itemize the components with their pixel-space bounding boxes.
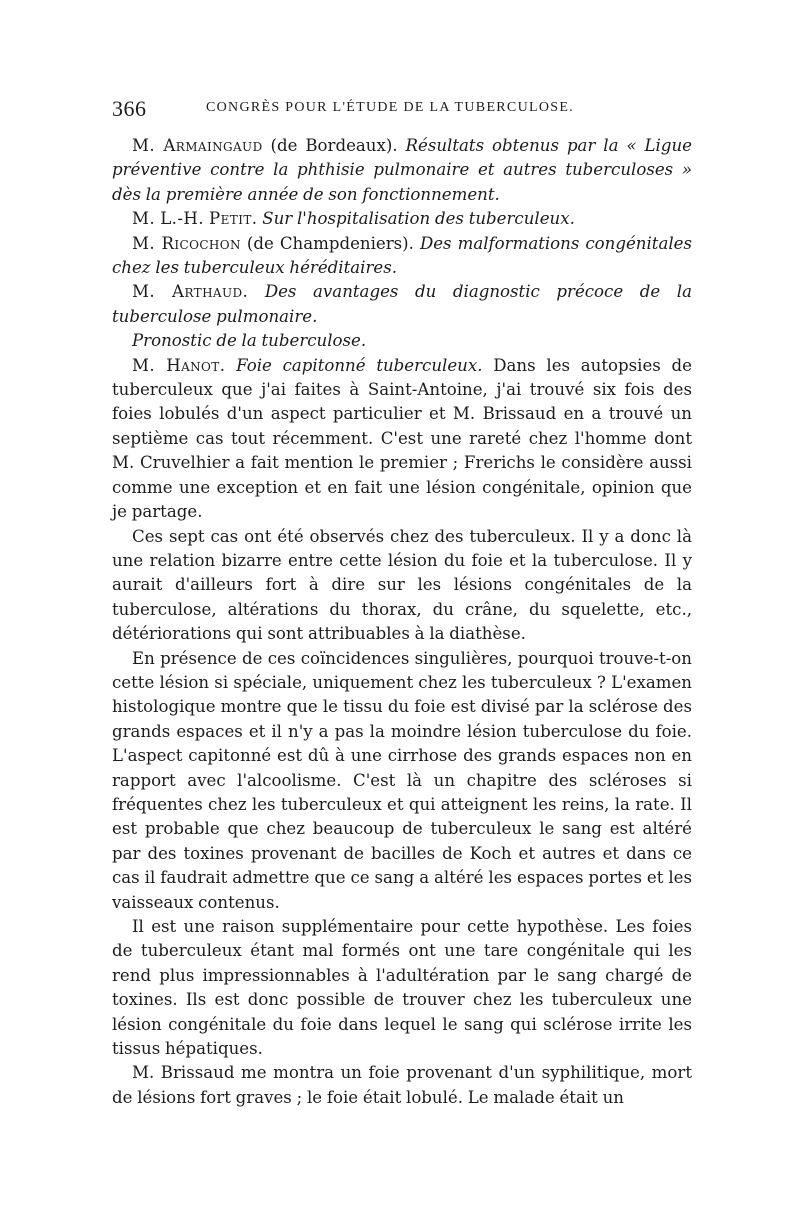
- paragraph-text: (de Bordeaux).: [262, 136, 406, 155]
- paragraph-author: M. Hanot.: [132, 355, 226, 375]
- paragraph-title: Sur l'hospitalisation des tuberculeux.: [262, 209, 575, 229]
- page-number: 366: [112, 96, 147, 121]
- paragraph: [112, 232, 692, 281]
- section-heading: [112, 329, 692, 353]
- paragraph: [112, 280, 692, 329]
- paragraph-text: [225, 356, 236, 375]
- paragraph-author: M. Arthaud.: [132, 282, 249, 302]
- paragraph: [112, 647, 692, 915]
- paragraph-text: M. Brissaud me montra un foie provenant d'un syphilitique, mort de lésions fort graves ; le foie était lobulé. Le malade était un: [112, 1063, 692, 1107]
- paragraph: [112, 134, 692, 207]
- paragraph-author: M. L.-H. Petit.: [132, 209, 258, 229]
- paragraph-author: M. Ricochon: [132, 233, 241, 253]
- paragraph: [112, 1061, 692, 1110]
- page-body: [112, 134, 692, 1110]
- paragraph-title: Foie capitonné tuberculeux.: [236, 355, 483, 375]
- paragraph: [112, 525, 692, 647]
- paragraph-text: En présence de ces coïncidences singulières, pourquoi trouve-t-on cette lésion si spéciale, uniquement chez les tuberculeux ? L'examen histologique montre que le tissu du foie est divisé par la sclérose des grands espaces et il n'y a pas la moindre lésion tuberculose du foie. L'aspect capitonné est dû à une cirrhose des grands espaces non en rapport avec l'alcoolisme. C'est là un chapitre des scléroses si fréquentes chez les tuberculeux et qui atteignent les reins, la rate. Il est probable que chez beaucoup de tuberculeux le sang est altéré par des toxines provenant de bacilles de Koch et autres et dans ce cas il faudrait admettre que ce sang a altéré les espaces portes et les vaisseaux contenus.: [112, 648, 692, 912]
- paragraph-title: Résultats obtenus par la « Ligue préventive contre la phthisie pulmonaire et autres tuberculoses » dès la première année de son fonctionnement.: [112, 136, 692, 204]
- paragraph: [112, 915, 692, 1061]
- paragraph: [112, 207, 692, 231]
- paragraph-author: M. Armaingaud: [132, 136, 263, 155]
- paragraph-text: Ces sept cas ont été observés chez des tuberculeux. Il y a donc là une relation bizarre entre cette lésion du foie et la tuberculose. Il y aurait d'ailleurs fort à dire sur les lésions congénitales de la tuberculose, altérations du thorax, du crâne, du squelette, etc., détériorations qui sont attribuables à la diathèse.: [112, 526, 692, 644]
- page-header: [112, 96, 692, 124]
- running-title: CONGRÈS POUR L'ÉTUDE DE LA TUBERCULOSE.: [206, 100, 574, 115]
- paragraph-title: Des malformations congénitales chez les tuberculeux héréditaires.: [112, 233, 692, 278]
- paragraph-text: Il est une raison supplémentaire pour cette hypothèse. Les foies de tuberculeux étant mal formés ont une tare congénitale qui les rend plus impressionnables à l'adultération par le sang chargé de toxines. Ils est donc possible de trouver chez les tuberculeux une lésion congénitale du foie dans lequel le sang qui sclérose irrite les tissus hépatiques.: [112, 917, 692, 1059]
- paragraph-text: [248, 282, 265, 301]
- paragraph-text: (de Champdeniers).: [240, 233, 420, 253]
- section-heading-text: Pronostic de la tuberculose.: [132, 331, 367, 351]
- paragraph: [112, 354, 692, 525]
- paragraph-body: Dans les autopsies de tuberculeux que j'ai faites à Saint-Antoine, j'ai trouvé six fois des foies lobulés d'un aspect particulier et M. Brissaud en a trouvé un septième cas tout récemment. C'est une rareté chez l'homme dont M. Cruvelhier a fait mention le premier ; Frerichs le considère aussi comme une exception et en fait une lésion congénitale, opinion que je partage.: [112, 355, 692, 522]
- paragraph-title: Des avantages du diagnostic précoce de la tuberculose pulmonaire.: [112, 282, 692, 326]
